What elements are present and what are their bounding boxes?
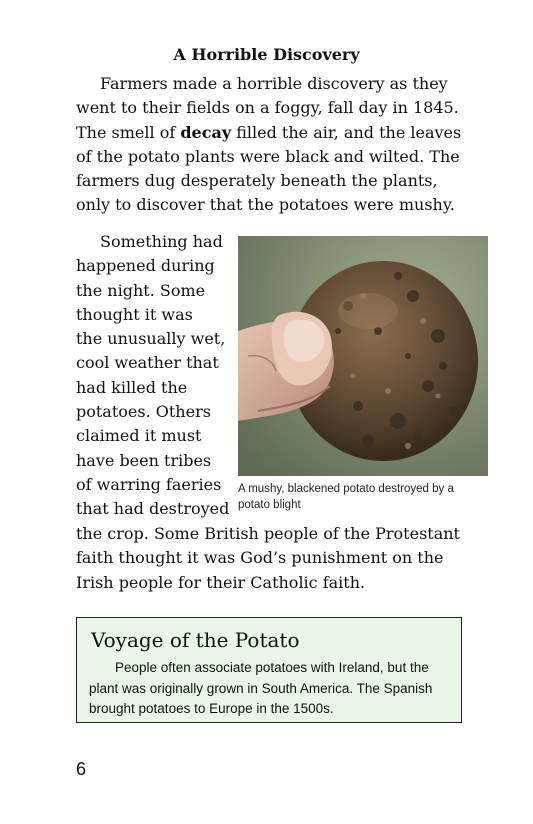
paragraph-2-line: the unusually wet, [76, 329, 226, 349]
paragraph-2-line: potatoes. Others [76, 402, 211, 422]
sidebar-box [76, 617, 462, 723]
paragraph-2-line: cool weather that [76, 353, 219, 373]
sidebar-text: People often associate potatoes with Ireland, but the plant was originally grown in South America. The Spanish brought potatoes to Europe in the 1500s. [89, 660, 433, 716]
page-number: 6 [76, 759, 87, 779]
sidebar-text-container [89, 658, 451, 720]
sidebar-title: Voyage of the Potato [91, 628, 300, 652]
paragraph-1-text-a: Farmers made a horrible discovery as they went to their fields on a foggy, fall day in 1845. The smell of [76, 74, 459, 142]
photo-caption: A mushy, blackened potato destroyed by a potato blight [238, 483, 454, 511]
paragraph-2-line: happened during [76, 256, 215, 276]
paragraph-1 [76, 72, 476, 218]
section-title: A Horrible Discovery [173, 45, 360, 64]
paragraph-2-line: Something had [100, 232, 223, 251]
paragraph-2-wrapped [76, 230, 241, 522]
paragraph-2-continuation: the crop. Some British people of the Protestant faith thought it was God’s punishment on the Irish people for their Catholic faith. [76, 524, 460, 592]
paragraph-1-text-b: filled the air, and the leaves of the potato plants were black and wilted. The farmers dug desperately beneath the plants, only to discover that the potatoes were mushy. [76, 122, 462, 215]
bold-term-decay: decay [180, 122, 232, 142]
paragraph-2-line: the night. Some [76, 280, 206, 300]
paragraph-2-line: had killed the [76, 377, 188, 397]
paragraph-2-line: of warring faeries [76, 474, 222, 494]
paragraph-2-line: have been tribes [76, 450, 212, 470]
potato-illustration [238, 236, 488, 476]
paragraph-2-line: that had destroyed [76, 499, 230, 519]
paragraph-2-line: claimed it must [76, 426, 202, 446]
paragraph-2-line: thought it was [76, 304, 193, 324]
blighted-potato-photo [238, 236, 488, 476]
